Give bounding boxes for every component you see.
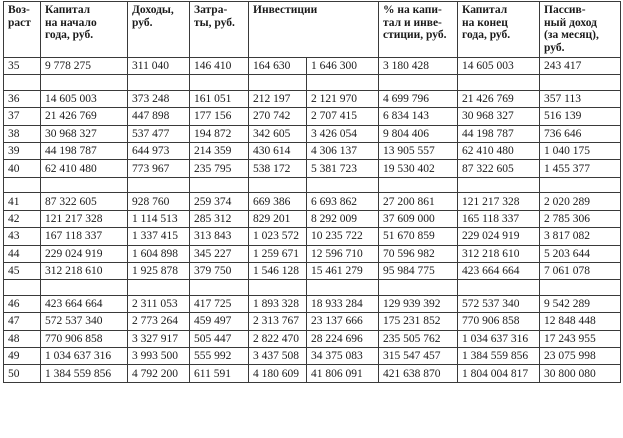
- cell-invest-a: 430 614: [249, 143, 307, 160]
- cell-capital-end: 770 906 858: [458, 313, 540, 330]
- cell-income: 4 792 200: [128, 365, 190, 382]
- cell-capital-end: 165 118 337: [458, 210, 540, 227]
- cell-expenses: 194 872: [190, 125, 249, 142]
- header-income: Доходы, руб.: [128, 2, 190, 58]
- cell-percent: 70 596 982: [379, 245, 458, 262]
- cell-passive-income: 516 139: [540, 108, 621, 125]
- separator-cell: [190, 177, 249, 193]
- cell-expenses: 214 359: [190, 143, 249, 160]
- cell-invest-a: 829 201: [249, 210, 307, 227]
- cell-age: 38: [4, 125, 41, 142]
- cell-invest-b: 1 646 300: [307, 58, 379, 75]
- cell-age: 39: [4, 143, 41, 160]
- separator-cell: [379, 177, 458, 193]
- cell-invest-b: 5 381 723: [307, 160, 379, 177]
- table-row: [4, 365, 621, 382]
- cell-capital-end: 30 968 327: [458, 108, 540, 125]
- cell-passive-income: 12 848 448: [540, 313, 621, 330]
- table-row: [4, 90, 621, 107]
- cell-age: 36: [4, 90, 41, 107]
- cell-passive-income: 243 417: [540, 58, 621, 75]
- cell-passive-income: 17 243 955: [540, 330, 621, 347]
- table-row: [4, 295, 621, 312]
- cell-invest-a: 1 893 328: [249, 295, 307, 312]
- cell-income: 537 477: [128, 125, 190, 142]
- cell-capital-start: 312 218 610: [41, 262, 128, 279]
- cell-passive-income: 2 785 306: [540, 210, 621, 227]
- cell-invest-b: 8 292 009: [307, 210, 379, 227]
- cell-capital-end: 229 024 919: [458, 228, 540, 245]
- cell-capital-end: 572 537 340: [458, 295, 540, 312]
- cell-passive-income: 357 113: [540, 90, 621, 107]
- cell-age: 44: [4, 245, 41, 262]
- investment-table: [3, 1, 621, 383]
- cell-capital-end: 1 384 559 856: [458, 347, 540, 364]
- cell-invest-b: 28 224 696: [307, 330, 379, 347]
- cell-age: 40: [4, 160, 41, 177]
- cell-expenses: 555 992: [190, 347, 249, 364]
- cell-percent: 3 180 428: [379, 58, 458, 75]
- cell-invest-b: 15 461 279: [307, 262, 379, 279]
- cell-invest-a: 1 259 671: [249, 245, 307, 262]
- table-row: [4, 330, 621, 347]
- cell-age: 41: [4, 193, 41, 210]
- cell-capital-end: 423 664 664: [458, 262, 540, 279]
- cell-income: 773 967: [128, 160, 190, 177]
- separator-cell: [41, 75, 128, 91]
- cell-percent: 19 530 402: [379, 160, 458, 177]
- header-capital-start: Капитал на начало года, руб.: [41, 2, 128, 58]
- cell-income: 1 604 898: [128, 245, 190, 262]
- cell-percent: 235 505 762: [379, 330, 458, 347]
- cell-capital-end: 87 322 605: [458, 160, 540, 177]
- cell-percent: 37 609 000: [379, 210, 458, 227]
- cell-expenses: 285 312: [190, 210, 249, 227]
- cell-invest-b: 3 426 054: [307, 125, 379, 142]
- cell-percent: 27 200 861: [379, 193, 458, 210]
- cell-expenses: 345 227: [190, 245, 249, 262]
- cell-age: 35: [4, 58, 41, 75]
- cell-age: 45: [4, 262, 41, 279]
- cell-expenses: 146 410: [190, 58, 249, 75]
- cell-expenses: 313 843: [190, 228, 249, 245]
- cell-expenses: 611 591: [190, 365, 249, 382]
- cell-invest-b: 12 596 710: [307, 245, 379, 262]
- cell-age: 42: [4, 210, 41, 227]
- cell-capital-end: 1 034 637 316: [458, 330, 540, 347]
- separator-cell: [307, 75, 379, 91]
- cell-passive-income: 1 455 377: [540, 160, 621, 177]
- cell-capital-start: 21 426 769: [41, 108, 128, 125]
- separator-cell: [307, 280, 379, 296]
- cell-passive-income: 3 817 082: [540, 228, 621, 245]
- cell-invest-b: 34 375 083: [307, 347, 379, 364]
- table-row: [4, 58, 621, 75]
- cell-invest-b: 23 137 666: [307, 313, 379, 330]
- cell-age: 50: [4, 365, 41, 382]
- cell-capital-end: 62 410 480: [458, 143, 540, 160]
- cell-invest-a: 212 197: [249, 90, 307, 107]
- separator-cell: [4, 177, 41, 193]
- separator-cell: [249, 177, 307, 193]
- separator-cell: [379, 75, 458, 91]
- cell-passive-income: 30 800 080: [540, 365, 621, 382]
- cell-invest-a: 164 630: [249, 58, 307, 75]
- cell-invest-a: 669 386: [249, 193, 307, 210]
- cell-invest-b: 2 121 970: [307, 90, 379, 107]
- cell-capital-start: 1 034 637 316: [41, 347, 128, 364]
- table-row: [4, 143, 621, 160]
- cell-capital-start: 167 118 337: [41, 228, 128, 245]
- cell-income: 1 114 513: [128, 210, 190, 227]
- cell-age: 43: [4, 228, 41, 245]
- cell-percent: 6 834 143: [379, 108, 458, 125]
- cell-income: 311 040: [128, 58, 190, 75]
- separator-cell: [249, 75, 307, 91]
- table-row: [4, 160, 621, 177]
- separator-cell: [190, 280, 249, 296]
- cell-invest-a: 342 605: [249, 125, 307, 142]
- separator-cell: [458, 75, 540, 91]
- cell-income: 928 760: [128, 193, 190, 210]
- cell-capital-start: 121 217 328: [41, 210, 128, 227]
- table-row: [4, 313, 621, 330]
- separator-cell: [4, 75, 41, 91]
- cell-income: 644 973: [128, 143, 190, 160]
- separator-cell: [128, 75, 190, 91]
- cell-percent: 4 699 796: [379, 90, 458, 107]
- table-row: [4, 193, 621, 210]
- table-row: [4, 108, 621, 125]
- cell-passive-income: 1 040 175: [540, 143, 621, 160]
- separator-cell: [458, 280, 540, 296]
- table-row: [4, 228, 621, 245]
- cell-capital-end: 1 804 004 817: [458, 365, 540, 382]
- table-row: [4, 262, 621, 279]
- cell-invest-a: 1 546 128: [249, 262, 307, 279]
- cell-capital-end: 21 426 769: [458, 90, 540, 107]
- separator-row: [4, 280, 621, 296]
- cell-capital-start: 30 968 327: [41, 125, 128, 142]
- separator-cell: [128, 177, 190, 193]
- cell-capital-start: 770 906 858: [41, 330, 128, 347]
- cell-percent: 315 547 457: [379, 347, 458, 364]
- header-percent: % на капи- тал и инве- стиции, руб.: [379, 2, 458, 58]
- separator-cell: [190, 75, 249, 91]
- cell-passive-income: 7 061 078: [540, 262, 621, 279]
- cell-invest-a: 3 437 508: [249, 347, 307, 364]
- cell-invest-a: 2 313 767: [249, 313, 307, 330]
- separator-row: [4, 177, 621, 193]
- separator-cell: [540, 280, 621, 296]
- cell-capital-start: 9 778 275: [41, 58, 128, 75]
- cell-invest-a: 538 172: [249, 160, 307, 177]
- cell-invest-b: 6 693 862: [307, 193, 379, 210]
- separator-cell: [249, 280, 307, 296]
- cell-percent: 421 638 870: [379, 365, 458, 382]
- cell-capital-end: 44 198 787: [458, 125, 540, 142]
- cell-income: 373 248: [128, 90, 190, 107]
- separator-cell: [540, 177, 621, 193]
- separator-cell: [41, 280, 128, 296]
- cell-income: 447 898: [128, 108, 190, 125]
- cell-capital-start: 572 537 340: [41, 313, 128, 330]
- separator-cell: [540, 75, 621, 91]
- cell-capital-start: 44 198 787: [41, 143, 128, 160]
- cell-age: 47: [4, 313, 41, 330]
- cell-invest-b: 41 806 091: [307, 365, 379, 382]
- table-row: [4, 210, 621, 227]
- cell-income: 1 925 878: [128, 262, 190, 279]
- cell-passive-income: 736 646: [540, 125, 621, 142]
- cell-invest-b: 4 306 137: [307, 143, 379, 160]
- cell-capital-start: 87 322 605: [41, 193, 128, 210]
- table-row: [4, 347, 621, 364]
- cell-invest-a: 1 023 572: [249, 228, 307, 245]
- cell-passive-income: 9 542 289: [540, 295, 621, 312]
- cell-age: 37: [4, 108, 41, 125]
- cell-age: 48: [4, 330, 41, 347]
- cell-expenses: 417 725: [190, 295, 249, 312]
- cell-expenses: 177 156: [190, 108, 249, 125]
- header-investments: Инвестиции: [249, 2, 379, 58]
- cell-income: 2 773 264: [128, 313, 190, 330]
- cell-income: 3 993 500: [128, 347, 190, 364]
- header-expenses: Затра- ты, руб.: [190, 2, 249, 58]
- cell-expenses: 259 374: [190, 193, 249, 210]
- cell-capital-start: 14 605 003: [41, 90, 128, 107]
- cell-age: 46: [4, 295, 41, 312]
- cell-percent: 9 804 406: [379, 125, 458, 142]
- cell-expenses: 379 750: [190, 262, 249, 279]
- cell-capital-start: 1 384 559 856: [41, 365, 128, 382]
- cell-capital-start: 62 410 480: [41, 160, 128, 177]
- cell-expenses: 235 795: [190, 160, 249, 177]
- cell-income: 1 337 415: [128, 228, 190, 245]
- header-row: [4, 2, 621, 58]
- header-age: Воз- раст: [4, 2, 41, 58]
- header-capital-end: Капитал на конец года, руб.: [458, 2, 540, 58]
- cell-age: 49: [4, 347, 41, 364]
- header-passive-income: Пассив- ный доход (за месяц), руб.: [540, 2, 621, 58]
- cell-passive-income: 2 020 289: [540, 193, 621, 210]
- cell-capital-start: 423 664 664: [41, 295, 128, 312]
- separator-cell: [4, 280, 41, 296]
- cell-invest-b: 2 707 415: [307, 108, 379, 125]
- separator-cell: [458, 177, 540, 193]
- cell-invest-a: 2 822 470: [249, 330, 307, 347]
- cell-passive-income: 23 075 998: [540, 347, 621, 364]
- cell-percent: 51 670 859: [379, 228, 458, 245]
- cell-invest-a: 4 180 609: [249, 365, 307, 382]
- separator-cell: [379, 280, 458, 296]
- separator-cell: [41, 177, 128, 193]
- cell-percent: 13 905 557: [379, 143, 458, 160]
- cell-capital-end: 121 217 328: [458, 193, 540, 210]
- cell-passive-income: 5 203 644: [540, 245, 621, 262]
- cell-percent: 129 939 392: [379, 295, 458, 312]
- cell-expenses: 459 497: [190, 313, 249, 330]
- table-row: [4, 125, 621, 142]
- cell-invest-b: 10 235 722: [307, 228, 379, 245]
- cell-income: 3 327 917: [128, 330, 190, 347]
- separator-cell: [307, 177, 379, 193]
- separator-cell: [128, 280, 190, 296]
- cell-expenses: 161 051: [190, 90, 249, 107]
- cell-invest-b: 18 933 284: [307, 295, 379, 312]
- cell-income: 2 311 053: [128, 295, 190, 312]
- cell-percent: 95 984 775: [379, 262, 458, 279]
- table-row: [4, 245, 621, 262]
- cell-capital-start: 229 024 919: [41, 245, 128, 262]
- separator-row: [4, 75, 621, 91]
- cell-capital-end: 312 218 610: [458, 245, 540, 262]
- cell-capital-end: 14 605 003: [458, 58, 540, 75]
- cell-expenses: 505 447: [190, 330, 249, 347]
- cell-percent: 175 231 852: [379, 313, 458, 330]
- cell-invest-a: 270 742: [249, 108, 307, 125]
